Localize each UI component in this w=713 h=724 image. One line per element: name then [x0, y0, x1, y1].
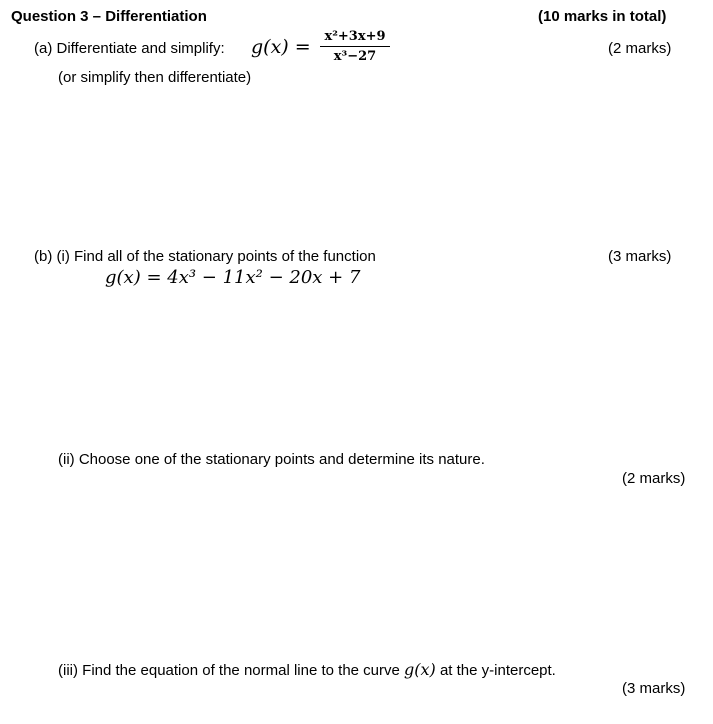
part-a-label: (a) Differentiate and simplify: [34, 40, 225, 57]
total-marks: (10 marks in total) [538, 8, 667, 25]
fraction-bar [320, 46, 390, 47]
part-b-ii-marks: (2 marks) [622, 470, 686, 487]
part-b-iii-label-after: at the y-intercept. [439, 662, 556, 679]
part-b-iii-marks: (3 marks) [622, 680, 686, 697]
part-b-iii-line [58, 660, 556, 679]
part-a-fraction [320, 29, 390, 65]
part-a-denominator: x³−27 [333, 49, 377, 64]
part-b-iii-label-before: (iii) Find the equation of the normal line to the curve [58, 662, 400, 679]
part-a-marks: (2 marks) [608, 40, 672, 57]
part-b-iii-func: g(x) [404, 660, 436, 679]
part-a-lhs: g(x) = [251, 36, 311, 58]
part-a-note: (or simplify then differentiate) [58, 69, 252, 86]
part-b-i-equation: g(x) = 4x³ − 11x² − 20x + 7 [105, 267, 361, 288]
question-title: Question 3 – Differentiation [11, 8, 207, 25]
part-a-numerator: x²+3x+9 [324, 29, 386, 44]
part-b-i-marks: (3 marks) [608, 248, 672, 265]
part-b-i-label: (b) (i) Find all of the stationary points of the function [34, 248, 376, 265]
part-b-ii-label: (ii) Choose one of the stationary points and determine its nature. [58, 451, 485, 468]
